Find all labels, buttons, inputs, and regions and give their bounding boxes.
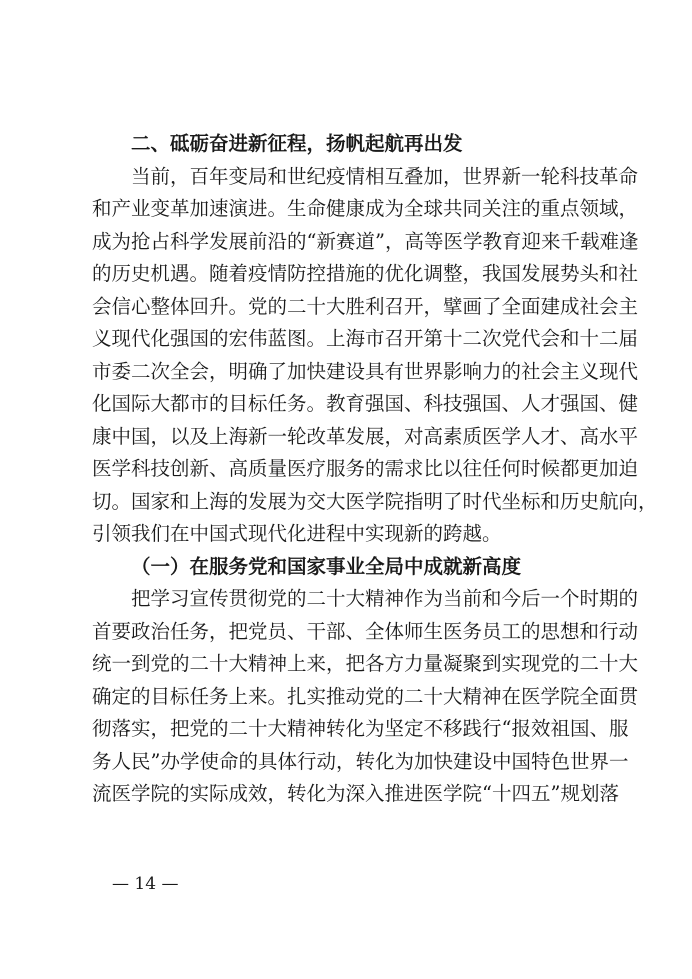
paragraph-1-line: 引领我们在中国式现代化进程中实现新的跨越。 <box>92 522 502 545</box>
paragraph-1-line: 当前，百年变局和世纪疫情相互叠加，世界新一轮科技革命 <box>131 164 639 188</box>
paragraph-1-line: 会信心整体回升。党的二十大胜利召开，擘画了全面建成社会主 <box>92 294 639 318</box>
paragraph-1-line: 成为抢占科学发展前沿的“新赛道”，高等医学教育迎来千载难逢 <box>92 229 639 253</box>
paragraph-1-line: 义现代化强国的宏伟蓝图。上海市召开第十二次党代会和十二届 <box>92 327 639 350</box>
paragraph-1-line: 和产业变革加速演进。生命健康成为全球共同关注的重点领域， <box>92 197 639 220</box>
paragraph-1 <box>92 161 658 551</box>
paragraph-1-line: 切。国家和上海的发展为交大医学院指明了时代坐标和历史航向， <box>92 489 658 513</box>
paragraph-2-line: 统一到党的二十大精神上来，把各方力量凝聚到实现党的二十大 <box>92 652 639 675</box>
subsection-heading: （一）在服务党和国家事业全局中成就新高度 <box>131 554 522 578</box>
paragraph-1-line: 化国际大都市的目标任务。教育强国、科技强国、人才强国、健 <box>92 392 639 415</box>
page-content <box>92 128 658 811</box>
paragraph-2-line: 彻落实，把党的二十大精神转化为坚定不移践行“报效祖国、服 <box>92 717 629 740</box>
paragraph-1-line: 医学科技创新、高质量医疗服务的需求比以往任何时候都更加迫 <box>92 457 639 480</box>
paragraph-2-line: 首要政治任务，把党员、干部、全体师生医务员工的思想和行动 <box>92 619 639 643</box>
paragraph-2-line: 确定的目标任务上来。扎实推动党的二十大精神在医学院全面贯 <box>92 684 639 708</box>
section-heading: 二、砥砺奋进新征程，扬帆起航再出发 <box>131 132 463 155</box>
paragraph-2-line: 流医学院的实际成效，转化为深入推进医学院“十四五”规划落 <box>92 782 619 805</box>
paragraph-2-line: 把学习宣传贯彻党的二十大精神作为当前和今后一个时期的 <box>131 587 639 610</box>
paragraph-2-line: 务人民”办学使命的具体行动，转化为加快建设中国特色世界一 <box>92 749 629 773</box>
paragraph-2 <box>92 583 639 811</box>
paragraph-1-line: 市委二次全会，明确了加快建设具有世界影响力的社会主义现代 <box>92 359 639 383</box>
page-number: — 14 — <box>112 874 179 894</box>
paragraph-1-line: 康中国，以及上海新一轮改革发展，对高素质医学人才、高水平 <box>92 424 639 448</box>
paragraph-1-line: 的历史机遇。随着疫情防控措施的优化调整，我国发展势头和社 <box>92 262 639 285</box>
